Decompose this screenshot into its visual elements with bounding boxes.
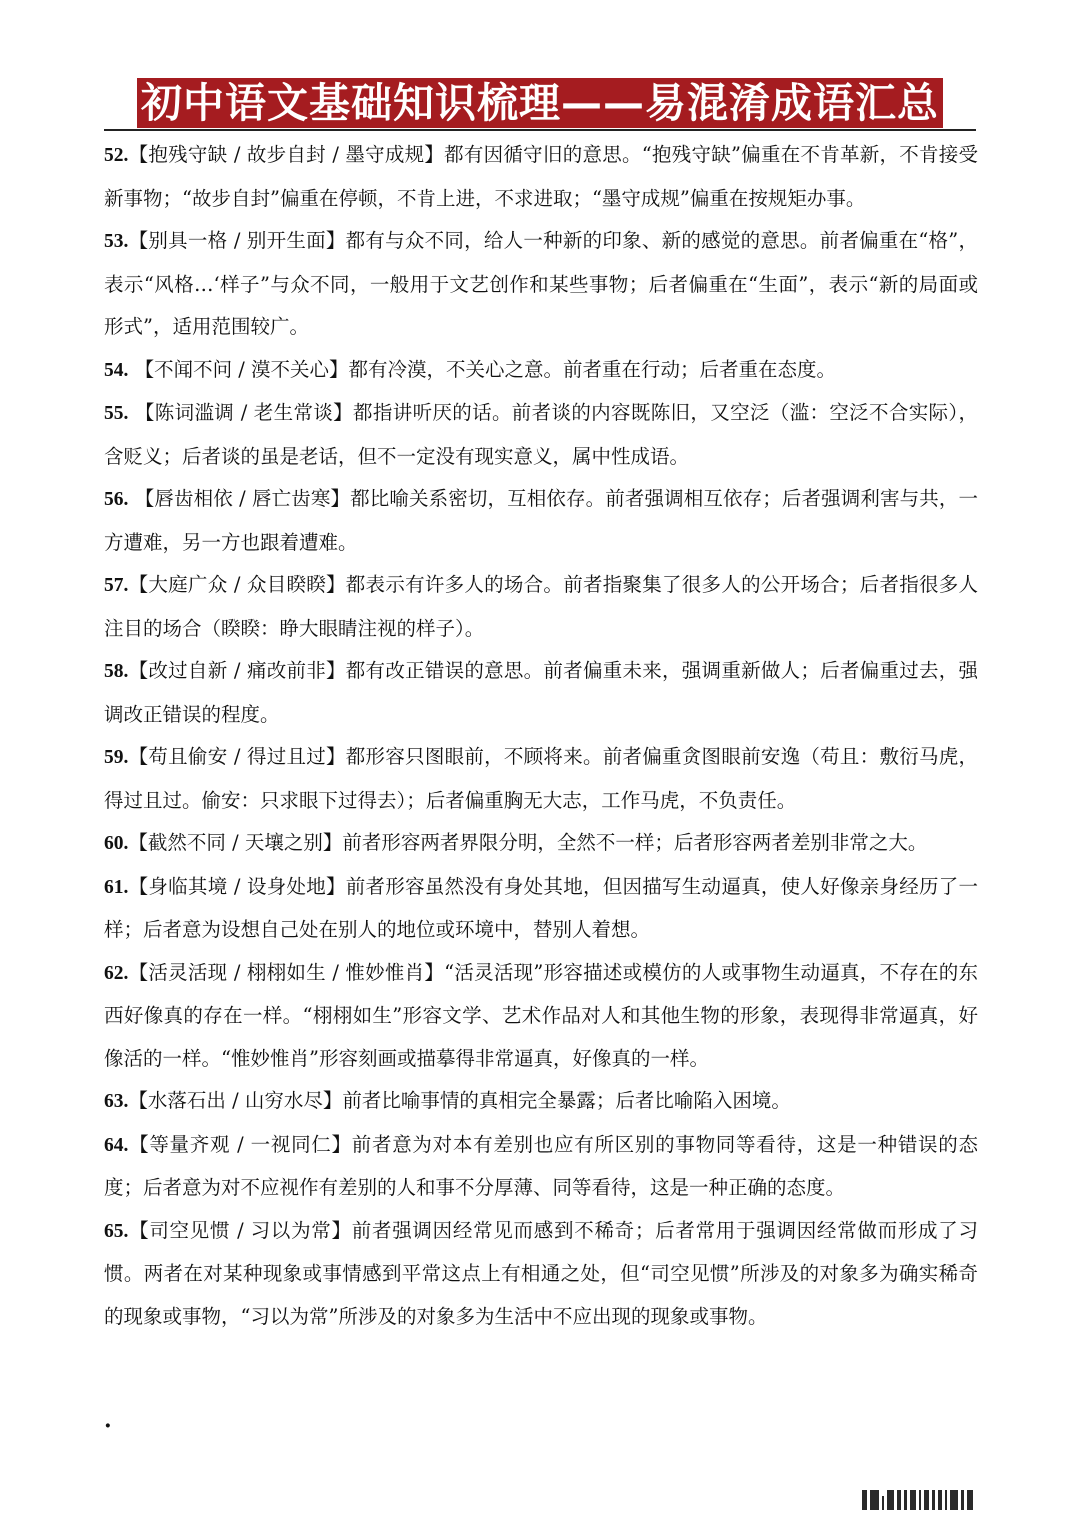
entry-number: 65. xyxy=(104,1220,129,1242)
entry-text: 【别具一格 / 别开生面】都有与众不同，给人一种新的印象、新的感觉的意思。前者偏重在“格”，表示“风格…‘样子”与众不同，一般用于文艺创作和某些事物；后者偏重在“生面”，表示“新的局面或形式”，适用范围较广。 xyxy=(104,229,978,338)
list-item xyxy=(104,1210,978,1339)
entry-text: 【身临其境 / 设身处地】前者形容虽然没有身处其地，但因描写生动逼真，使人好像亲身经历了一样；后者意为设想自己处在别人的地位或环境中，替别人着想。 xyxy=(104,874,978,941)
entry-number: 56. xyxy=(104,489,129,510)
entry-number: 63. xyxy=(104,1091,129,1112)
list-item xyxy=(104,478,978,564)
entry-number: 59. xyxy=(104,747,129,768)
list-item xyxy=(104,650,978,736)
entry-text: 【陈词滥调 / 老生常谈】都指讲听厌的话。前者谈的内容既陈旧，又空泛（滥：空泛不合实际），含贬义；后者谈的虽是老话，但不一定没有现实意义，属中性成语。 xyxy=(104,401,978,468)
entry-number: 54. xyxy=(104,359,129,381)
list-item xyxy=(104,134,978,220)
entry-text: 【抱残守缺 / 故步自封 / 墨守成规】都有因循守旧的意思。“抱残守缺”偏重在不肯革新，不肯接受新事物；“故步自封”偏重在停顿，不肯上进，不求进取；“墨守成规”偏重在按规矩办事。 xyxy=(104,143,978,210)
entry-number: 55. xyxy=(104,403,129,424)
entry-text: 【大庭广众 / 众目睽睽】都表示有许多人的场合。前者指聚集了很多人的公开场合；后者指很多人注目的场合（睽睽：睁大眼睛注视的样子）。 xyxy=(104,573,978,640)
entry-list xyxy=(104,134,978,1338)
list-item xyxy=(104,822,978,866)
entry-number: 53. xyxy=(104,231,129,252)
list-item xyxy=(104,349,978,393)
list-item xyxy=(104,952,978,1081)
entry-text: 【司空见惯 / 习以为常】前者强调因经常见而感到不稀奇；后者常用于强调因经常做而形成了习惯。两者在对某种现象或事情感到平常这点上有相通之处，但“司空见惯”所涉及的对象多为确实稀奇的现象或事物，“习以为常”所涉及的对象多为生活中不应出现的现象或事物。 xyxy=(104,1218,978,1328)
list-item xyxy=(104,392,978,478)
list-item xyxy=(104,564,978,650)
entry-text: 【等量齐观 / 一视同仁】前者意为对本有差别也应有所区别的事物同等看待，这是一种错误的态度；后者意为对不应视作有差别的人和事不分厚薄、同等看待，这是一种正确的态度。 xyxy=(104,1132,978,1199)
entry-text: 【唇齿相依 / 唇亡齿寒】都比喻关系密切，互相依存。前者强调相互依存；后者强调利害与共，一方遭难，另一方也跟着遭难。 xyxy=(104,487,978,554)
list-item xyxy=(104,866,978,952)
entry-number: 57. xyxy=(104,575,129,596)
entry-number: 62. xyxy=(104,962,129,984)
list-item xyxy=(104,220,978,349)
list-item xyxy=(104,736,978,822)
title-divider xyxy=(104,129,976,131)
entry-number: 61. xyxy=(104,876,129,898)
entry-text: 【改过自新 / 痛改前非】都有改正错误的意思。前者偏重未来，强调重新做人；后者偏重过去，强调改正错误的程度。 xyxy=(104,659,978,726)
entry-text: 【不闻不问 / 漠不关心】都有冷漠，不关心之意。前者重在行动；后者重在态度。 xyxy=(128,357,837,381)
entry-number: 60. xyxy=(104,833,129,854)
entry-number: 64. xyxy=(104,1134,129,1156)
list-item xyxy=(104,1124,978,1210)
entry-text: 【水落石出 / 山穷水尽】前者比喻事情的真相完全暴露；后者比喻陷入困境。 xyxy=(128,1089,791,1112)
entry-number: 52. xyxy=(104,145,129,166)
entry-text: 【苟且偷安 / 得过且过】都形容只图眼前，不顾将来。前者偏重贪图眼前安逸（苟且：敷衍马虎，得过且过。偷安：只求眼下过得去）；后者偏重胸无大志，工作马虎，不负责任。 xyxy=(104,745,978,812)
list-item xyxy=(104,1080,978,1124)
page-title: 初中语文基础知识梳理——易混淆成语汇总 xyxy=(137,78,943,128)
title-banner xyxy=(0,78,1080,128)
entry-number: 58. xyxy=(104,661,129,682)
entry-text: 【截然不同 / 天壤之别】前者形容两者界限分明，全然不一样；后者形容两者差别非常之大。 xyxy=(128,831,928,854)
trailing-mark: · xyxy=(104,1413,112,1439)
entry-text: 【活灵活现 / 栩栩如生 / 惟妙惟肖】“活灵活现”形容描述或模仿的人或事物生动逼真，不存在的东西好像真的存在一样。“栩栩如生”形容文学、艺术作品对人和其他生物的形象，表现得非常逼真，好像活的一样。“惟妙惟肖”形容刻画或描摹得非常逼真，好像真的一样。 xyxy=(104,960,978,1070)
watermark-barcode-icon xyxy=(862,1488,976,1510)
